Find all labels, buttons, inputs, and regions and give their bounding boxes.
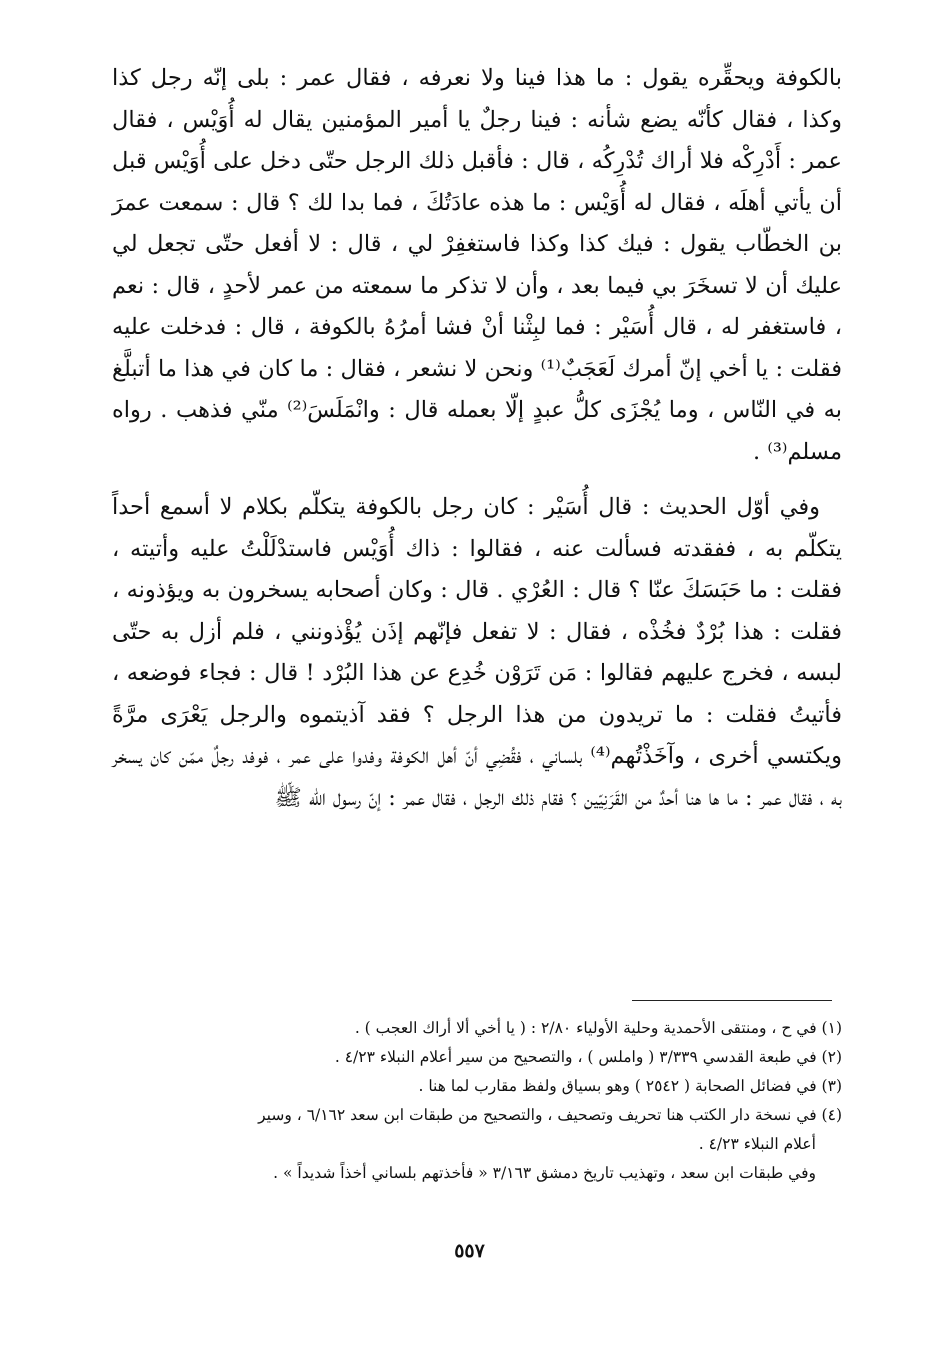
main-text bbox=[112, 58, 842, 819]
footnotes bbox=[110, 1014, 842, 1188]
footnote-2: (٢) في طبعة القدسي ٣/٣٣٩ ( واملس ) ، والتصحيح من سير أعلام النبلاء ٤/٢٣ . bbox=[334, 1048, 842, 1066]
footnote-divider bbox=[632, 1000, 832, 1001]
footnote-4-continuation: أعلام النبلاء ٤/٢٣ . bbox=[698, 1135, 816, 1153]
footnote-4: (٤) في نسخة دار الكتب هنا تحريف وتصحيف ، والتصحيح من طبقات ابن سعد ٦/١٦٢ ، وسير bbox=[258, 1106, 842, 1124]
page-number: ٥٥٧ bbox=[454, 1240, 485, 1262]
footnote-3: (٣) في فضائل الصحابة ( ٢٥٤٢ ) وهو بسياق ولفظ مقارب لما هنا . bbox=[418, 1077, 842, 1095]
paragraph-2: وفي أوّل الحديث : قال أُسَيْر : كان رجل بالكوفة يتكلّم بكلام لا أسمع أحداً يتكلّم به ، ففقدته فسألت عنه ، فقالوا : ذاك أُوَيْس فاستدْلَلْتُ عليه وأتيته ، فقلت : ما حَبَسَكَ عنّا ؟ قال : العُرْي . قال : وكان أصحابه يسخرون به ويؤذونه ، فقلت : هذا بُرْدٌ فخُذْه ، فقال : لا تفعل فإنّهم إذَن يُؤْذونني ، فلم أزل به حتّى لبسه ، فخرج عليهم فقالوا : مَن تَرَوْن خُدِع عن هذا البُرْد ! قال : فجاء فوضعه ، فأتيتُ فقلت : ما تريدون من هذا الرجل ؟ فقد آذيتموه والرجل يَعْرَى مرَّةً ويكتسي أخرى ، وآخَذْتُهم⁽⁴⁾ بلساني ، فقُضِي أنّ أهل الكوفة وفدوا على عمر ، فوفد رجلٌ ممّن كان يسخر به ، فقال عمر : ما ها هنا أحدٌ من القَرَنِيّين ؟ فقام ذلك الرجل ، فقال عمر : إنّ رسول الله ﷺ bbox=[112, 494, 842, 811]
footnote-4-extra: وفي طبقات ابن سعد ، وتهذيب تاريخ دمشق ٣/١٦٣ « فأخذتهم بلساني أخذاً شديداً » . bbox=[273, 1164, 816, 1182]
footnote-1: (١) في ح ، ومنتقى الأحمدية وحلية الأولياء ٢/٨٠ : ( يا أخي ألا أراك العجب ) . bbox=[354, 1019, 842, 1037]
paragraph-1: بالكوفة ويحقِّره يقول : ما هذا فينا ولا نعرفه ، فقال عمر : بلى إنّه رجل كذا وكذا ، فقال كأنّه يضع شأنه : فينا رجلٌ يا أمير المؤمنين يقال له أُوَيْس ، فقال عمر : أَدْرِكْه فلا أراك تُدْرِكُه ، قال : فأقبل ذلك الرجل حتّى دخل على أُوَيْس قبل أن يأتي أهلَه ، فقال له أُوَيْس : ما هذه عادَتُكَ ، فما بدا لك ؟ قال : سمعت عمرَ بن الخطّاب يقول : فيك كذا وكذا فاستغفِرْ لي ، قال : لا أفعل حتّى تجعل لي عليك أن لا تسخَرَ بي فيما بعد ، وأن لا تذكر ما سمعته من عمر لأحدٍ ، قال : نعم ، فاستغفر له ، قال أُسَيْر : فما لبِثْنا أنْ فشا أمرُهُ بالكوفة ، قال : فدخلت عليه فقلت : يا أخي إنّ أمرك لَعَجَبٌ⁽¹⁾ ونحن لا نشعر ، فقال : ما كان في هذا ما أتبلَّغ به في النّاس ، وما يُجْزَى كلُّ عبدٍ إلّا بعمله قال : وانْمَلَسَ⁽²⁾ منّي فذهب . رواه مسلم⁽³⁾ . bbox=[112, 65, 842, 465]
